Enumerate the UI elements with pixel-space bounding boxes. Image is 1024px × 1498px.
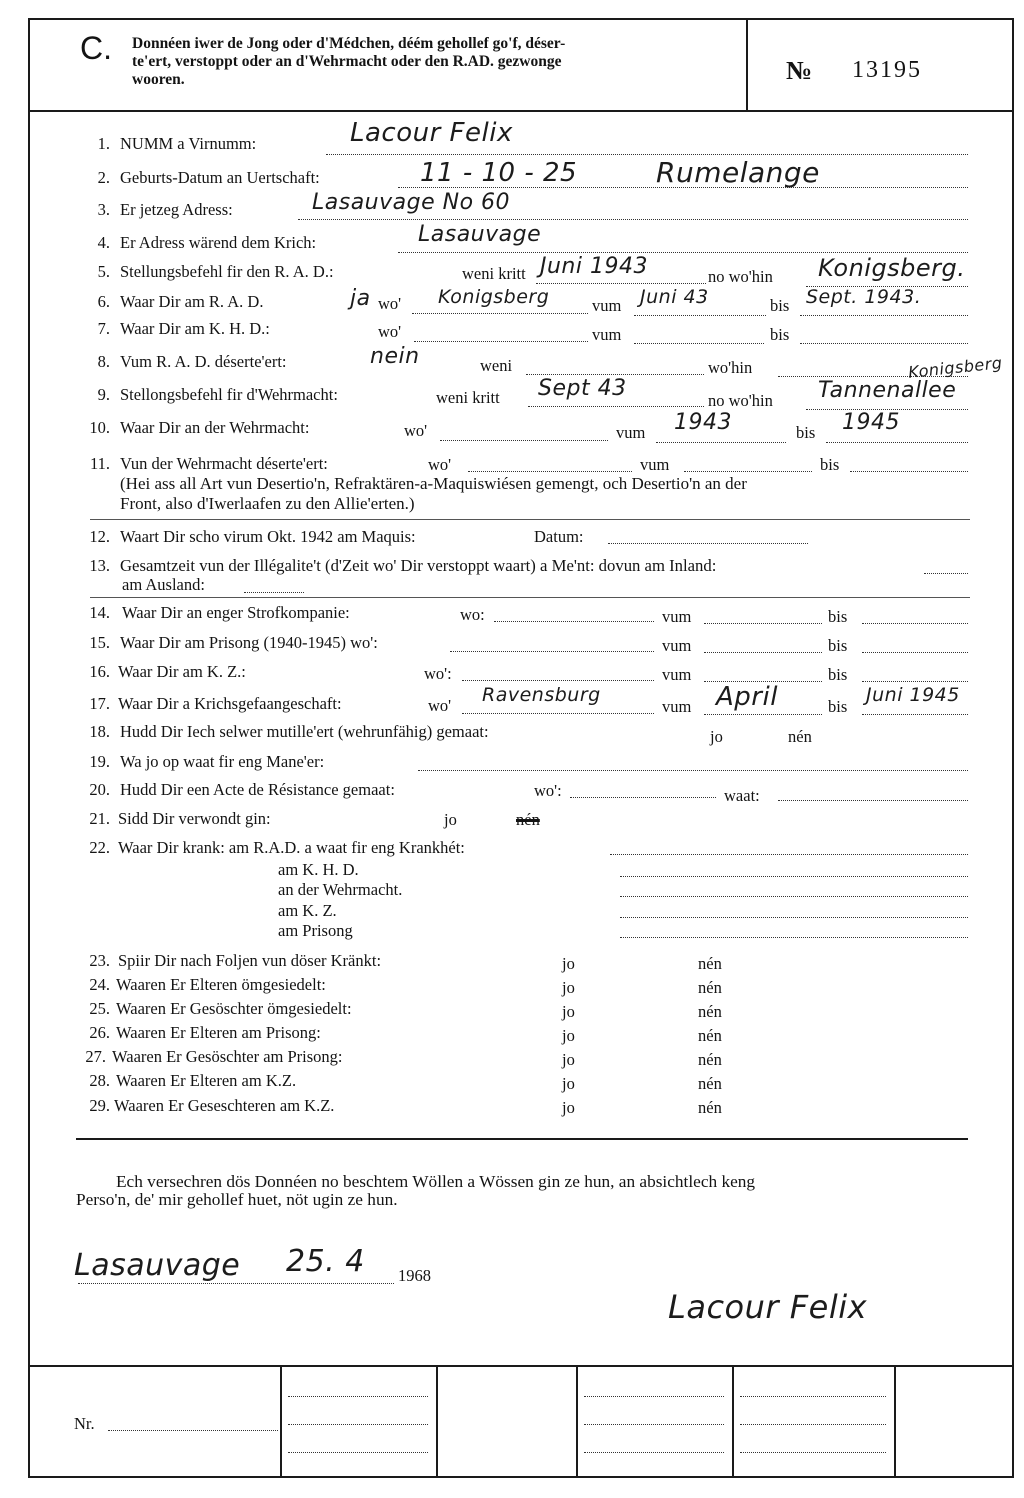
option-jo: jo <box>710 727 723 746</box>
field-number: 18. <box>89 722 110 741</box>
field-number: 25. <box>89 999 110 1018</box>
field-number: 15. <box>89 633 110 652</box>
answer-line <box>684 471 812 472</box>
answer-line <box>826 442 968 443</box>
answer-line <box>450 651 654 652</box>
field-label: Er jetzeg Adress: <box>120 200 233 219</box>
answer-line <box>244 592 304 593</box>
field-value-rad-date: Juni 1943 <box>540 254 648 279</box>
field-sub-label: wo: <box>460 605 485 624</box>
field-value-rad-to: Sept. 1943. <box>806 286 922 308</box>
answer-line <box>570 797 716 798</box>
answer-line <box>326 154 968 155</box>
field-sub-label: bis <box>828 607 848 626</box>
option-jo: jo <box>562 1050 575 1069</box>
field-number: 13. <box>89 556 110 575</box>
field-label: Waar Dir am K. Z.: <box>118 662 246 681</box>
field-number: 4. <box>97 233 110 252</box>
footer-cell-line <box>288 1424 428 1425</box>
field-label: Waar Dir an der Wehrmacht: <box>120 418 310 437</box>
section-divider <box>90 519 970 520</box>
field-value-name: Lacour Felix <box>350 118 513 148</box>
field-label: Hudd Dir een Acte de Résistance gemaat: <box>120 780 395 799</box>
footer-col-line <box>576 1367 578 1477</box>
field-label: Stellongsbefehl fir d'Wehrmacht: <box>120 385 338 404</box>
field-number: 5. <box>97 262 110 281</box>
field-label: Waar Dir a Krichsgefaangeschaft: <box>118 694 342 713</box>
field-label: Waaren Er Elteren ömgesiedelt: <box>116 975 326 994</box>
field-sub-label: wo' <box>428 696 452 715</box>
field-sub-label: vum <box>662 697 692 716</box>
field-number: 10. <box>89 418 110 437</box>
answer-line <box>924 573 968 574</box>
header-title-1: Donnéen iwer de Jong oder d'Médchen, déém gehollef go'f, déser- <box>132 35 566 52</box>
field-value-wehrmacht-from: 1943 <box>674 410 732 435</box>
field-value-wehrmacht-date: Sept 43 <box>538 376 627 401</box>
frame-right <box>1012 18 1014 1478</box>
field-sub-label: am K. Z. <box>278 901 337 920</box>
field-label: Gesamtzeit vun der Illégalite't (d'Zeit wo' Dir verstoppt waart) a Me'nt: dovun am Inland: <box>120 556 717 575</box>
header-divider <box>746 18 748 110</box>
footer-col-line <box>732 1367 734 1477</box>
field-number: 21. <box>89 809 110 828</box>
field-value-pow-where: Ravensburg <box>482 684 601 706</box>
option-nen: nén <box>698 978 722 997</box>
footer-cell-line <box>584 1424 724 1425</box>
field-value-pow-to: Juni 1945 <box>866 684 960 706</box>
field-number: 26. <box>89 1023 110 1042</box>
answer-line <box>862 714 968 715</box>
field-number: 7. <box>97 319 110 338</box>
field-sub-label: wo'hin <box>708 358 753 377</box>
field-number: 12. <box>89 527 110 546</box>
field-number: 23. <box>89 951 110 970</box>
field-label: Stellungsbefehl fir den R. A. D.: <box>120 262 334 281</box>
field-label: Vun der Wehrmacht déserte'ert: <box>120 454 328 473</box>
field-number: 29. <box>89 1096 110 1115</box>
field-number: 20. <box>89 780 110 799</box>
field-label: Er Adress wärend dem Krich: <box>120 233 317 252</box>
field-sub-label: weni kritt <box>462 264 526 283</box>
option-nen-struck: nén <box>516 810 540 829</box>
field-value-wehrmacht-to: 1945 <box>842 410 900 435</box>
number-symbol: № <box>786 56 813 85</box>
answer-line <box>850 471 968 472</box>
field-label: Waar Dir am Prisong (1940-1945) wo': <box>120 633 378 652</box>
field-label: Hudd Dir Iech selwer mutille'ert (wehrunfähig) gemaat: <box>120 722 489 741</box>
footer-nr-line <box>108 1430 278 1431</box>
declaration-line-1: Ech versechren dös Donnéen no beschtem Wöllen a Wössen gin ze hun, an absichtlech keng <box>116 1172 756 1191</box>
field-value-rad-where: Konigsberg <box>438 286 550 308</box>
section-divider <box>90 597 970 598</box>
field-number: 24. <box>89 975 110 994</box>
answer-line <box>634 343 764 344</box>
answer-line <box>656 442 786 443</box>
answer-line <box>704 623 822 624</box>
signature-place-line <box>78 1283 394 1284</box>
field-value-rad-answer: ja <box>350 286 371 311</box>
footer-col-line <box>436 1367 438 1477</box>
answer-line <box>494 621 654 622</box>
field-label: Sidd Dir verwondt gin: <box>118 809 271 828</box>
field-label: Waart Dir scho virum Okt. 1942 am Maquis: <box>120 527 416 546</box>
answer-line <box>800 343 968 344</box>
footer-col-line <box>280 1367 282 1477</box>
answer-line <box>862 652 968 653</box>
field-label: Wa jo op waat fir eng Mane'er: <box>120 752 325 771</box>
answer-line <box>634 315 766 316</box>
field-label: Waar Dir an enger Strofkompanie: <box>122 603 350 622</box>
field-value-birthdate: 11 - 10 - 25 <box>420 158 578 188</box>
field-sub-label: wo' <box>428 455 452 474</box>
field-sub-label: weni kritt <box>436 388 500 407</box>
signature-date: 25. 4 <box>286 1244 365 1279</box>
answer-line <box>298 219 968 220</box>
field-sub-label: bis <box>828 697 848 716</box>
field-number: 22. <box>89 838 110 857</box>
field-label: Waaren Er Elteren am K.Z. <box>116 1071 297 1090</box>
answer-line <box>620 937 968 938</box>
field-sub-label: waat: <box>724 786 760 805</box>
option-jo: jo <box>562 954 575 973</box>
frame-bottom <box>28 1476 1014 1478</box>
header-bottom-line <box>28 110 1014 112</box>
field-value-address: Lasauvage No 60 <box>312 190 511 215</box>
field-label: NUMM a Virnumm: <box>120 134 257 153</box>
field-sub-label: bis <box>796 423 816 442</box>
field-label: Waar Dir krank: am R.A.D. a waat fir eng Krankhét: <box>118 838 465 857</box>
field-number: 9. <box>97 385 110 404</box>
field-sub-label: wo' <box>404 421 428 440</box>
option-jo: jo <box>562 1026 575 1045</box>
field-label: Waaren Er Gesöschter ömgesiedelt: <box>116 999 352 1018</box>
answer-line <box>620 917 968 918</box>
field-value-rad-from: Juni 43 <box>640 286 709 308</box>
field-number: 11. <box>89 454 110 473</box>
answer-line <box>778 800 968 801</box>
answer-line <box>462 680 654 681</box>
field-sub-label: wo': <box>424 664 452 683</box>
footer-cell-line <box>740 1452 886 1453</box>
field-value-birthplace: Rumelange <box>656 156 820 189</box>
footer-cell-line <box>288 1396 428 1397</box>
field-sub-label: bis <box>770 325 790 344</box>
field-sub-label: bis <box>828 636 848 655</box>
option-jo: jo <box>444 810 457 829</box>
field-value-rad-place: Konigsberg. <box>818 254 966 282</box>
field-sub-label: vum <box>592 296 622 315</box>
footer-nr-label: Nr. <box>74 1414 95 1433</box>
section-letter: C. <box>80 30 112 66</box>
option-jo: jo <box>562 1002 575 1021</box>
field-sub-label: Datum: <box>534 527 584 546</box>
answer-line <box>862 623 968 624</box>
field-sub-label: vum <box>662 665 692 684</box>
field-number: 14. <box>89 603 110 622</box>
field-label: Waar Dir am K. H. D.: <box>120 319 270 338</box>
frame-left <box>28 18 30 1478</box>
field-sub-label: no wo'hin <box>708 391 773 410</box>
answer-line <box>398 252 968 253</box>
field-sub-label: bis <box>770 296 790 315</box>
footer-cell-line <box>740 1424 886 1425</box>
field-sub-label: vum <box>616 423 646 442</box>
answer-line <box>414 341 588 342</box>
option-jo: jo <box>562 1074 575 1093</box>
option-nen: nén <box>698 1050 722 1069</box>
field-note: (Hei ass all Art vun Desertio'n, Refraktären-a-Maquiswiésen gemengt, och Desertio'n an der <box>120 474 747 493</box>
field-number: 1. <box>97 134 110 153</box>
option-jo: jo <box>562 978 575 997</box>
option-nen: nén <box>698 1098 722 1117</box>
field-label: Geburts-Datum an Uertschaft: <box>120 168 320 187</box>
option-nen: nén <box>698 1026 722 1045</box>
answer-line <box>704 652 822 653</box>
footer-top-line <box>28 1365 1014 1367</box>
field-label: Waaren Er Geseschteren am K.Z. <box>114 1096 335 1115</box>
footer-cell-line <box>288 1452 428 1453</box>
answer-line <box>468 471 632 472</box>
header-title-3: wooren. <box>132 71 185 88</box>
field-label: Waaren Er Elteren am Prisong: <box>116 1023 321 1042</box>
signature-year: 1968 <box>398 1266 431 1285</box>
field-label: am Ausland: <box>122 575 205 594</box>
field-number: 19. <box>89 752 110 771</box>
field-sub-label: vum <box>640 455 670 474</box>
field-value-desert-answer: nein <box>370 344 420 369</box>
answer-line <box>608 543 808 544</box>
answer-line <box>800 315 968 316</box>
document-number: 13195 <box>852 57 922 83</box>
field-sub-label: vum <box>662 607 692 626</box>
footer-col-line <box>894 1367 896 1477</box>
field-sub-label: bis <box>820 455 840 474</box>
option-nen: nén <box>698 954 722 973</box>
answer-line <box>526 374 704 375</box>
field-sub-label: am Prisong <box>278 921 353 940</box>
field-sub-label: wo' <box>378 294 402 313</box>
answer-line <box>440 440 608 441</box>
answer-line <box>610 854 968 855</box>
field-note: Front, also d'Iwerlaafen zu den Allie'erten.) <box>120 494 415 513</box>
option-nen: nén <box>698 1002 722 1021</box>
field-number: 6. <box>97 292 110 311</box>
declaration-line-2: Perso'n, de' mir gehollef huet, nöt ugin ze hun. <box>76 1190 398 1209</box>
field-sub-label: no wo'hin <box>708 267 773 286</box>
answer-line <box>412 313 588 314</box>
field-number: 17. <box>89 694 110 713</box>
declaration-divider <box>76 1138 968 1140</box>
answer-line <box>536 283 706 284</box>
answer-line <box>704 714 822 715</box>
signature-name: Lacour Felix <box>668 1288 868 1326</box>
field-sub-label: bis <box>828 665 848 684</box>
frame-top <box>28 18 1014 20</box>
answer-line <box>462 713 654 714</box>
field-number: 8. <box>97 352 110 371</box>
answer-line <box>620 876 968 877</box>
field-number: 3. <box>97 200 110 219</box>
answer-line <box>528 406 704 407</box>
field-sub-label: vum <box>592 325 622 344</box>
field-number: 16. <box>89 662 110 681</box>
field-number: 2. <box>97 168 110 187</box>
footer-cell-line <box>584 1452 724 1453</box>
option-nen: nén <box>698 1074 722 1093</box>
field-value-wehrmacht-place: Tannenallee <box>818 378 957 403</box>
answer-line <box>620 896 968 897</box>
footer-cell-line <box>740 1396 886 1397</box>
field-label: Waaren Er Gesöschter am Prisong: <box>112 1047 343 1066</box>
footer-cell-line <box>584 1396 724 1397</box>
field-sub-label: am K. H. D. <box>278 860 359 879</box>
field-value-war-address: Lasauvage <box>418 222 542 247</box>
field-sub-label: wo' <box>378 322 402 341</box>
field-sub-label: vum <box>662 636 692 655</box>
field-label: Waar Dir am R. A. D. <box>120 292 264 311</box>
option-nen: nén <box>788 727 812 746</box>
field-sub-label: weni <box>480 356 513 375</box>
field-sub-label: an der Wehrmacht. <box>278 880 403 899</box>
field-number: 27. <box>85 1047 106 1066</box>
answer-line <box>862 681 968 682</box>
field-label: Spiir Dir nach Foljen vun döser Kränkt: <box>118 951 382 970</box>
field-label: Vum R. A. D. déserte'ert: <box>120 352 287 371</box>
field-number: 28. <box>89 1071 110 1090</box>
option-jo: jo <box>562 1098 575 1117</box>
field-sub-label: wo': <box>534 781 562 800</box>
field-value-desert-place: Konigsberg <box>907 353 1004 382</box>
header-title-2: te'ert, verstoppt oder an d'Wehrmacht oder den R.AD. gezwonge <box>132 53 562 70</box>
field-value-pow-from: April <box>716 682 778 712</box>
signature-place: Lasauvage <box>74 1248 241 1283</box>
answer-line <box>418 770 968 771</box>
